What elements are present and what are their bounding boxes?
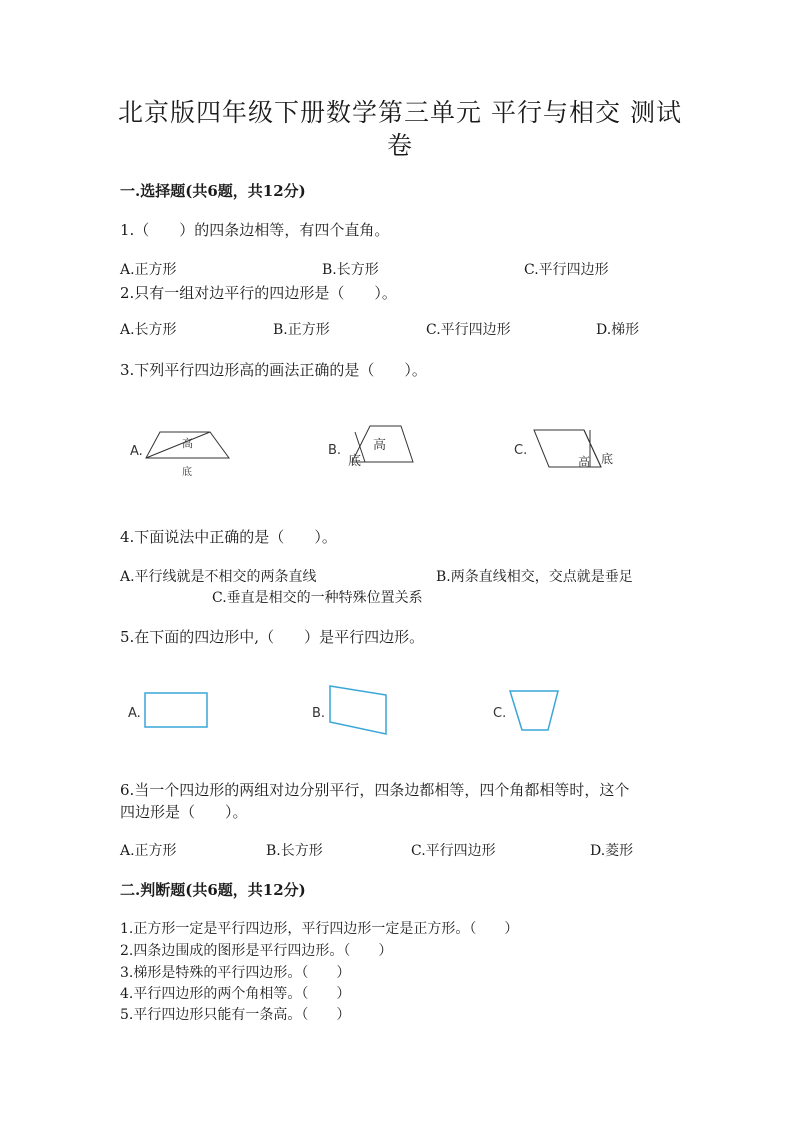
title-line-1: 北京版四年级下册数学第三单元 平行与相交 测试: [118, 98, 682, 127]
question-2-option-d: D.梯形: [596, 322, 640, 338]
question-2-stem: 2.只有一组对边平行的四边形是（ ）。: [120, 284, 397, 302]
shape-b-quadrilateral: [330, 686, 386, 734]
shape-a-letter: A.: [128, 706, 141, 721]
question-3-stem: 3.下列平行四边形高的画法正确的是（ ）。: [120, 361, 427, 379]
question-2-option-a: A.长方形: [120, 322, 177, 338]
question-6-option-a: A.正方形: [120, 843, 177, 859]
figure-c-di-label: 底: [601, 452, 614, 466]
shape-a-rectangle: [145, 693, 207, 727]
question-2-option-b: B.正方形: [273, 322, 330, 338]
question-2-option-c: C.平行四边形: [426, 322, 511, 338]
judgment-item-2: 2.四条边围成的图形是平行四边形。（ ）: [120, 943, 393, 959]
judgment-item-5: 5.平行四边形只能有一条高。（ ）: [120, 1007, 351, 1023]
question-6-stem-line-1: 6.当一个四边形的两组对边分别平行，四条边都相等，四个角都相等时，这个: [120, 781, 630, 799]
question-1-option-a: A.正方形: [120, 262, 177, 278]
judgment-item-3: 3.梯形是特殊的平行四边形。（ ）: [120, 965, 351, 981]
question-5-stem: 5.在下面的四边形中,（ ）是平行四边形。: [120, 628, 425, 646]
section-2-heading: 二.判断题(共6题，共12分): [120, 881, 306, 899]
figure-b-letter: B.: [328, 443, 342, 458]
question-1-option-b: B.长方形: [322, 262, 379, 278]
shape-c-trapezoid: [510, 691, 558, 730]
shape-b-letter: B.: [312, 706, 326, 721]
figure-b-di-label: 底: [348, 454, 362, 469]
judgment-item-4: 4.平行四边形的两个角相等。（ ）: [120, 986, 351, 1002]
question-6-option-b: B.长方形: [266, 843, 323, 859]
title-line-2: 卷: [386, 131, 413, 160]
question-6-option-d: D.菱形: [590, 843, 634, 859]
question-4-option-c: C.垂直是相交的一种特殊位置关系: [212, 590, 423, 606]
figure-c-letter: C.: [514, 443, 528, 458]
question-4-stem: 4.下面说法中正确的是（ ）。: [120, 528, 337, 546]
question-4-option-a: A.平行线就是不相交的两条直线: [120, 569, 317, 585]
question-1-stem: 1.（ ）的四条边相等，有四个直角。: [120, 221, 390, 239]
question-6-option-c: C.平行四边形: [411, 843, 496, 859]
question-4-option-b: B.两条直线相交，交点就是垂足: [436, 569, 633, 585]
question-6-stem-line-2: 四边形是（ ）。: [120, 803, 248, 821]
judgment-item-1: 1.正方形一定是平行四边形，平行四边形一定是正方形。（ ）: [120, 921, 519, 937]
section-1-heading: 一.选择题(共6题，共12分): [120, 182, 306, 200]
figure-a-letter: A.: [130, 444, 143, 459]
figure-b-gao-label: 高: [373, 438, 387, 453]
shape-c-letter: C.: [493, 706, 507, 721]
figure-a-gao-label: 高: [182, 437, 193, 450]
figure-c-gao-label: 高: [578, 455, 591, 469]
question-1-option-c: C.平行四边形: [524, 262, 609, 278]
figure-a-di-label: 底: [182, 467, 192, 478]
